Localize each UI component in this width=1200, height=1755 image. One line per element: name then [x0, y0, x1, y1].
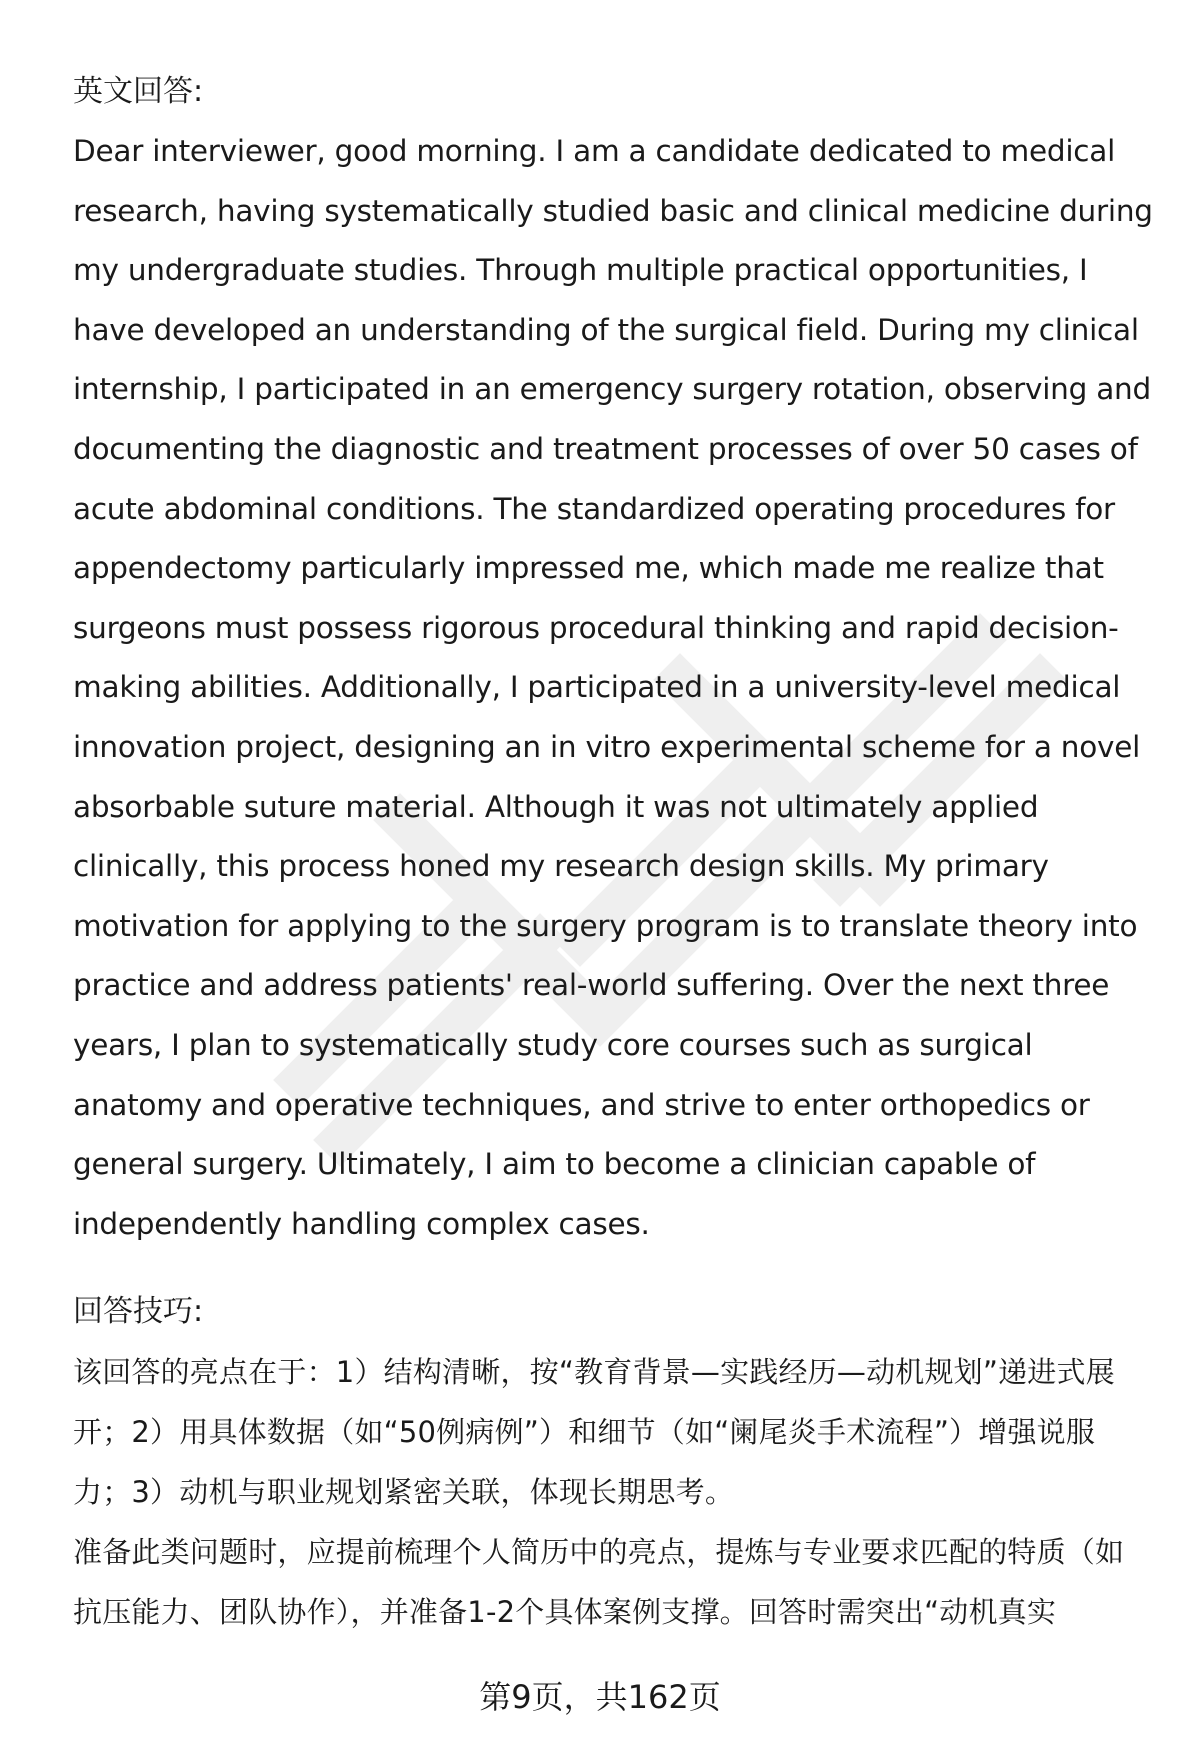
- page-content: [73, 62, 1153, 1642]
- tips-heading: 回答技巧:: [73, 1294, 204, 1330]
- tips-paragraph-2: 准备此类问题时，应提前梳理个人简历中的亮点，提炼与专业要求匹配的特质（如抗压能力、团队协作），并准备1-2个具体案例支撑。回答时需突出“动机真实: [73, 1535, 1125, 1630]
- english-answer-heading: 英文回答:: [73, 74, 204, 109]
- page-number-footer: 第9页，共162页: [479, 1678, 721, 1716]
- english-answer-text: Dear interviewer, good morning. I am a candidate dedicated to medical research, having systematically studied basic and clinical medicine during my undergraduate studies. Through multiple practical opportunities, I have developed an understanding of the surgical field. During my clinical internship, I participated in an emergency surgery rotation, observing and documenting the diagnostic and treatment processes of over 50 cases of acute abdominal conditions. The standardized operating procedures for appendectomy particularly impressed me, which made me realize that surgeons must possess rigorous procedural thinking and rapid decision-making abilities. Additionally, I participated in a university-level medical innovation project, designing an in vitro experimental scheme for a novel absorbable suture material. Although it was not ultimately applied clinically, this process honed my research design skills. My primary motivation for applying to the surgery program is to translate theory into practice and address patients' real-world suffering. Over the next three years, I plan to systematically study core courses such as surgical anatomy and operative techniques, and strive to enter orthopedics or general surgery. Ultimately, I aim to become a clinician capable of independently handling complex cases.: [73, 134, 1153, 1241]
- tips-paragraph-1: 该回答的亮点在于：1）结构清晰，按“教育背景—实践经历—动机规划”递进式展开；2）用具体数据（如“50例病例”）和细节（如“阑尾炎手术流程”）增强说服力；3）动机与职业规划紧密关联，体现长期思考。: [73, 1355, 1115, 1510]
